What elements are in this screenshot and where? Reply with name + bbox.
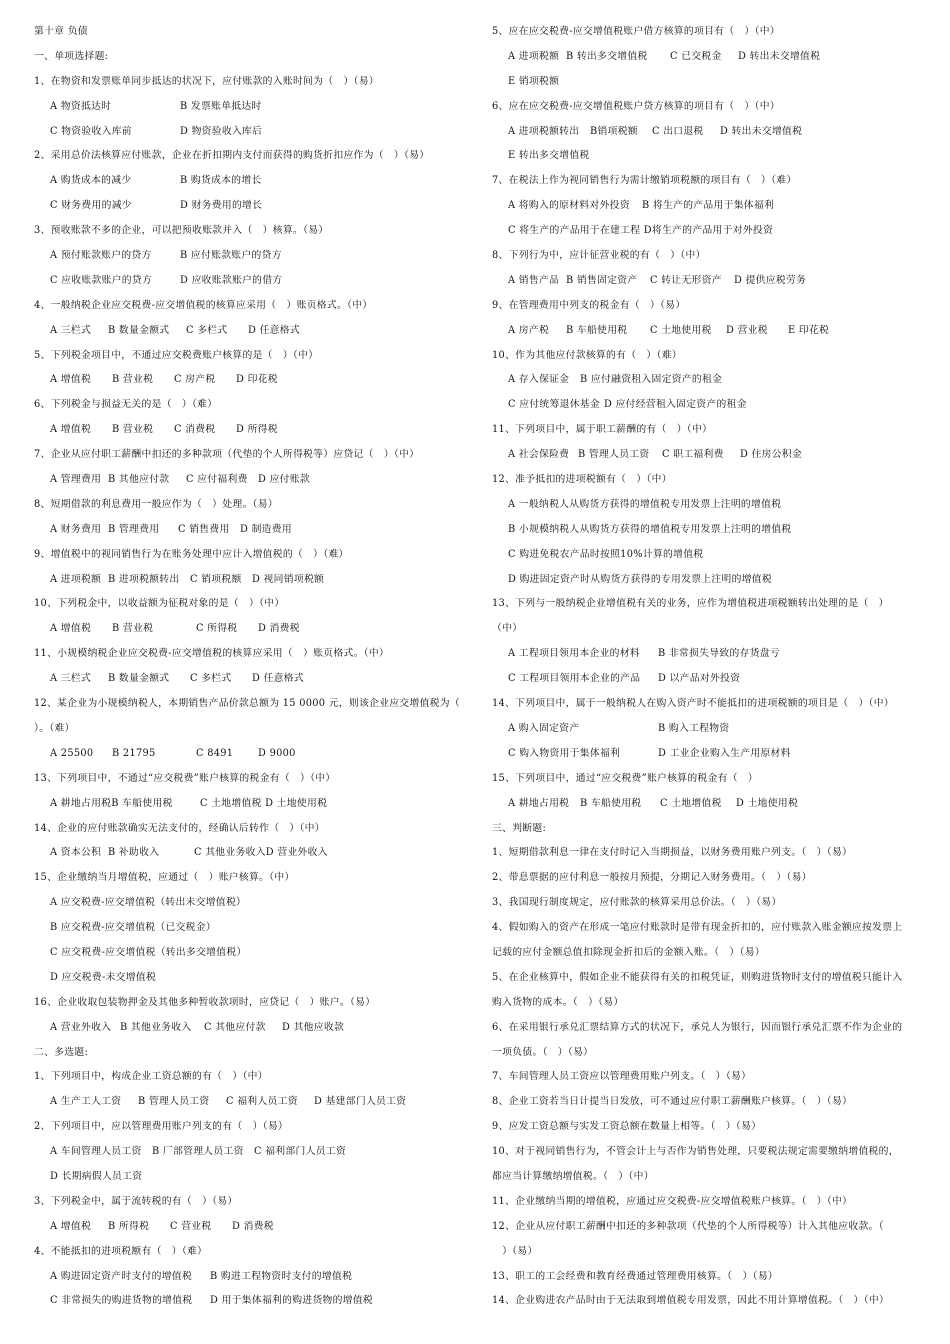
option-text: A 生产工人工资 [50, 1096, 122, 1108]
question-text: 14、企业的应付账款确实无法支付的，经确认后转作（ ）（中） [34, 822, 325, 834]
answer-options [492, 518, 924, 543]
question-text: 3、预收账款不多的企业，可以把预收账款并入（ ）核算。（易） [34, 225, 329, 237]
option-text: B 数量金额式 [108, 324, 170, 336]
answer-options [34, 518, 466, 543]
option-text: C 8491 [196, 747, 234, 759]
question-text: 12、某企业为小规模纳税人，本期销售产品价款总额为 15 0000 元，则该企业应交增值税为（ [34, 698, 460, 710]
question-text: 3、我国现行制度规定，应付账款的核算采用总价法。（ ）（易） [492, 897, 782, 909]
answer-options [492, 443, 924, 468]
option-text: A 房产税 [508, 324, 550, 336]
option-text: B 管理人员工资 [578, 449, 650, 461]
option-text: A 三栏式 [50, 324, 92, 336]
option-text: D 长期病假人员工资 [50, 1170, 143, 1182]
answer-options [492, 45, 924, 70]
question-text: 3、下列税金中，属于流转税的有（ ）（易） [34, 1195, 238, 1207]
question-text: 12、准予抵扣的进项税额有（ ）（中） [492, 474, 672, 486]
section-heading: 三、判断题: [492, 822, 547, 834]
answer-options [492, 319, 924, 344]
option-text: B 应交税费-应交增值税（已交税金） [50, 922, 216, 934]
question-text: 7、在税法上作为视同销售行为需计缴销项税额的项目有（ ）（难） [492, 175, 797, 187]
option-text: B 车船使用税 [580, 797, 642, 809]
answer-options [34, 95, 466, 120]
option-text: A 销售产品 [508, 274, 560, 286]
question-text: 6、在采用银行承兑汇票结算方式的状况下，承兑人为银行，因而银行承兑汇票不作为企业的 [492, 1021, 903, 1033]
option-text: A 增值税 [50, 424, 92, 436]
right-column [492, 20, 924, 1314]
option-text: B 应付账款账户的贷方 [180, 250, 282, 262]
option-text: A 购货成本的减少 [50, 175, 132, 187]
answer-options [34, 1215, 466, 1240]
section-heading: 二、多选题: [34, 1046, 89, 1058]
option-text: B 管理费用 [108, 523, 160, 535]
option-text: E 销项税额 [508, 75, 560, 87]
option-text: C 销项税额 [190, 573, 242, 585]
option-text: D 印花税 [236, 374, 278, 386]
option-text: D 任意格式 [252, 673, 304, 685]
option-text: B 21795 [112, 747, 156, 759]
option-text: A 将购入的原材料对外投资 [508, 200, 630, 212]
question-text: 5、下列税金项目中，不通过应交税费账户核算的是（ ）（中） [34, 349, 319, 361]
question-text: ）（易） [492, 1245, 538, 1257]
question-text: 13、下列项目中，不通过“应交税费”账户核算的税金有（ ）（中） [34, 772, 336, 784]
question-text: 16、企业收取包装物押金及其他多种暂收款项时，应贷记（ ）账户。（易） [34, 996, 376, 1008]
option-text: D 财务费用的增长 [180, 200, 263, 212]
option-text: C 销售费用 [178, 523, 230, 535]
answer-options [34, 368, 466, 393]
option-text: D 用于集体福利的购进货物的增值税 [210, 1295, 374, 1307]
question-text: ）。（难） [34, 722, 75, 734]
option-text: A 三栏式 [50, 673, 92, 685]
answer-options [492, 568, 924, 593]
answer-options [492, 543, 924, 568]
option-text: D 应交税费-未交增值税 [50, 971, 157, 983]
question-text: 7、企业从应付职工薪酬中扣还的多种款项（代垫的个人所得税等）应贷记（ ）（中） [34, 449, 420, 461]
answer-options [492, 667, 924, 692]
question-text: 2、带息票据的应付利息一般按月预提，分期记入财务费用。（ ）（易） [492, 872, 812, 884]
option-text: D 转出未交增值税 [720, 125, 803, 137]
option-text: A 工程项目领用本企业的材料 [508, 648, 640, 660]
question-text: 1、在物资和发票账单同步抵达的状况下，应付账款的入账时间为（ ）（易） [34, 75, 379, 87]
question-text: 8、短期借款的利息费用一般应作为（ ）处理。（易） [34, 498, 278, 510]
question-text: 8、下列行为中，应计征营业税的有（ ）（中） [492, 250, 706, 262]
question-text: 都应当计算缴纳增值税。（ ）（中） [492, 1170, 654, 1182]
option-text: A 资本公积 [50, 847, 102, 859]
answer-options [34, 841, 466, 866]
option-text: B 补助收入 [108, 847, 160, 859]
option-text: D 视同销项税额 [252, 573, 325, 585]
option-text: D 营业税 [726, 324, 768, 336]
option-text: C 物资验收入库前 [50, 125, 132, 137]
option-text: A 购进固定资产时支付的增值税 [50, 1270, 193, 1282]
option-text: C 应交税费-应交增值税（转出多交增值税） [50, 946, 247, 958]
option-text: A 车间管理人员工资 [50, 1146, 142, 1158]
option-text: C 土地增值税 D 土地使用税 [200, 797, 328, 809]
answer-options [34, 941, 466, 966]
answer-options [34, 792, 466, 817]
question-text: 7、车间管理人员工资应以管理费用账户列支。（ ）（易） [492, 1071, 752, 1083]
option-text: E 转出多交增值税 [508, 150, 590, 162]
answer-options [492, 219, 924, 244]
option-text: D 提供应税劳务 [734, 274, 807, 286]
option-text: A 购入固定资产 [508, 722, 580, 734]
option-text: C 转让无形资产 [650, 274, 722, 286]
answer-options [34, 1140, 466, 1165]
option-text: C 房产税 [174, 374, 216, 386]
option-text: B 管理人员工资 [138, 1096, 210, 1108]
option-text: A 耕地占用税 [508, 797, 570, 809]
question-text: 10、下列税金中，以收益额为征税对象的是（ ）（中） [34, 598, 285, 610]
answer-options [34, 169, 466, 194]
option-text: B 非常损失导致的存货盘亏 [658, 648, 780, 660]
option-text: A 25500 [50, 747, 94, 759]
answer-options [34, 319, 466, 344]
option-text: B 应付融资租入固定资产的租金 [580, 374, 723, 386]
option-text: D 土地使用税 [736, 797, 799, 809]
option-text: A 耕地占用税B 车船使用税 [50, 797, 173, 809]
option-text: B 购进工程物资时支付的增值税 [210, 1270, 353, 1282]
question-text: 6、下列税金与损益无关的是（ ）（难） [34, 399, 218, 411]
question-text: 11、小规模纳税企业应交税费-应交增值税的核算应采用（ ）账页格式。（中） [34, 648, 390, 660]
option-text: C 购进免税农产品时按照10%计算的增值税 [508, 548, 704, 560]
question-text: 1、短期借款利息一律在支付时记入当期损益，以财务费用账户列支。（ ）（易） [492, 847, 853, 859]
option-text: C 职工福利费 [662, 449, 724, 461]
option-text: D 所得税 [236, 424, 278, 436]
question-text: 1、下列项目中，构成企业工资总额的有（ ）（中） [34, 1071, 268, 1083]
option-text: C 财务费用的减少 [50, 200, 132, 212]
question-text: （中） [492, 623, 523, 635]
answer-options [34, 568, 466, 593]
answer-options [34, 1090, 466, 1115]
answer-options [34, 966, 466, 991]
option-text: B 其他应付款 [108, 474, 170, 486]
option-text: C 其他业务收入D 营业外收入 [194, 847, 328, 859]
option-text: D 应收账款账户的借方 [180, 274, 283, 286]
answer-options [492, 144, 924, 169]
option-text: C 出口退税 [652, 125, 704, 137]
option-text: B 将生产的产品用于集体福利 [642, 200, 775, 212]
option-text: C 营业税 [170, 1220, 212, 1232]
option-text: A 应交税费-应交增值税（转出未交增值税） [50, 897, 247, 909]
question-text: 10、对于视同销售行为，不管会计上与否作为销售处理，只要税法规定需要缴纳增值税的， [492, 1146, 899, 1158]
question-text: 9、增值税中的视同销售行为在账务处理中应计入增值税的（ ）（难） [34, 548, 349, 560]
option-text: D 转出未交增值税 [738, 50, 821, 62]
option-text: C 福利人员工资 [226, 1096, 298, 1108]
option-text: A 增值税 [50, 374, 92, 386]
answer-options [34, 742, 466, 767]
question-text: 9、在管理费用中列支的税金有（ ）（易） [492, 299, 686, 311]
answer-options [34, 418, 466, 443]
option-text: B 其他业务收入 [120, 1021, 192, 1033]
answer-options [492, 194, 924, 219]
answer-options [34, 891, 466, 916]
option-text: C 所得税 [196, 623, 238, 635]
option-text: D 应付账款 [258, 474, 310, 486]
option-text: D 其他应收款 [282, 1021, 345, 1033]
question-text: 2、下列项目中，应以管理费用账户列支的有（ ）（易） [34, 1121, 289, 1133]
answer-options [492, 792, 924, 817]
answer-options [34, 916, 466, 941]
question-text: 6、应在应交税费-应交增值税账户贷方核算的项目有（ ）（中） [492, 100, 780, 112]
answer-options [34, 1289, 466, 1314]
option-text: C 土地增值税 [660, 797, 722, 809]
option-text: D 任意格式 [248, 324, 300, 336]
option-text: B 厂部管理人员工资 [152, 1146, 244, 1158]
section-heading: 第十章 负债 [34, 26, 88, 37]
question-text: 4、一般纳税企业应交税费-应交增值税的核算应采用（ ）账页格式。（中） [34, 299, 373, 311]
question-text: 9、应发工资总额与实发工资总额在数量上相等。（ ）（易） [492, 1121, 762, 1133]
left-column [34, 20, 466, 1314]
option-text: B 所得税 [108, 1220, 150, 1232]
question-text: 2、采用总价法核算应付账款，企业在折扣期内支付而获得的购货折扣应作为（ ）（易） [34, 150, 430, 162]
option-text: B 营业税 [112, 424, 154, 436]
option-text: B 进项税额转出 [108, 573, 180, 585]
option-text: B 车船使用税 [566, 324, 628, 336]
option-text: A 营业外收入 [50, 1021, 112, 1033]
option-text: B 转出多交增值税 [566, 50, 648, 62]
option-text: C 土地使用税 [650, 324, 712, 336]
option-text: E 印花税 [788, 324, 830, 336]
option-text: C 工程项目领用本企业的产品 [508, 673, 641, 685]
option-text: A 物资抵达时 [50, 100, 112, 112]
option-text: A 预付账款账户的贷方 [50, 250, 152, 262]
question-text: 12、企业从应付职工薪酬中扣还的多种款项（代垫的个人所得税等）计入其他应收款。（ [492, 1220, 884, 1232]
option-text: C 应付福利费 [186, 474, 248, 486]
question-text: 13、下列与一般纳税企业增值税有关的业务，应作为增值税进项税额转出处理的是（ ） [492, 598, 889, 610]
option-text: C 应收账款账户的贷方 [50, 274, 153, 286]
option-text: D 消费税 [232, 1220, 274, 1232]
answer-options [492, 269, 924, 294]
option-text: B 销售固定资产 [566, 274, 638, 286]
answer-options [492, 717, 924, 742]
option-text: C 将生产的产品用于在建工程 D将生产的产品用于对外投资 [508, 225, 774, 237]
option-text: B销项税额 [590, 125, 638, 137]
answer-options [492, 493, 924, 518]
question-text: 15、下列项目中，通过“应交税费”账户核算的税金有（ ） [492, 772, 759, 784]
option-text: D 9000 [258, 747, 296, 759]
option-text: B 购货成本的增长 [180, 175, 262, 187]
question-text: 5、应在应交税费-应交增值税账户借方核算的项目有（ ）（中） [492, 26, 780, 37]
option-text: D 基建部门人员工资 [314, 1096, 407, 1108]
option-text: C 已交税金 [670, 50, 722, 62]
option-text: D 以产品对外投资 [658, 673, 741, 685]
option-text: A 进项税额转出 [508, 125, 580, 137]
option-text: D 制造费用 [240, 523, 292, 535]
option-text: A 管理费用 [50, 474, 102, 486]
question-text: 一项负债。（ ）（易） [492, 1046, 594, 1058]
answer-options [34, 1165, 466, 1190]
option-text: C 非常损失的购进货物的增值税 [50, 1295, 193, 1307]
option-text: C 多栏式 [186, 324, 228, 336]
option-text: C 其他应付款 [204, 1021, 266, 1033]
option-text: B 购入工程物资 [658, 722, 730, 734]
answer-options [34, 1265, 466, 1290]
answer-options [492, 120, 924, 145]
answer-options [34, 1016, 466, 1041]
option-text: A 增值税 [50, 623, 92, 635]
question-text: 13、职工的工会经费和教育经费通过管理费用核算。（ ）（易） [492, 1270, 778, 1282]
option-text: C 应付统筹退休基金 [508, 399, 600, 411]
option-text: A 增值税 [50, 1220, 92, 1232]
question-text: 11、企业缴纳当期的增值税，应通过应交税费-应交增值税账户核算。（ ）（中） [492, 1195, 853, 1207]
option-text: A 存入保证金 [508, 374, 570, 386]
question-text: 5、在企业核算中，假如企业不能获得有关的扣税凭证，则购进货物时支付的增值税只能计入 [492, 971, 903, 983]
answer-options [34, 120, 466, 145]
answer-options [34, 269, 466, 294]
answer-options [492, 70, 924, 95]
option-text: C 消费税 [174, 424, 216, 436]
question-text: 8、企业工资若当日计提当日发放，可不通过应付职工薪酬账户核算。（ ）（易） [492, 1096, 853, 1108]
question-text: 购入货物的成本。（ ）（易） [492, 996, 624, 1008]
question-text: 记载的应付金额总值扣除现金折扣后的金额入账。（ ）（易） [492, 946, 765, 958]
answer-options [34, 617, 466, 642]
option-text: A 一般纳税人从购货方获得的增值税专用发票上注明的增值税 [508, 498, 782, 510]
option-text: D 物资验收入库后 [180, 125, 263, 137]
question-text: 4、假如购入的资产在形成一笔应付账款时是带有现金折扣的，应付账款入账金额应按发票上 [492, 922, 903, 934]
option-text: B 营业税 [112, 623, 154, 635]
option-text: D 应付经营租入固定资产的租金 [604, 399, 747, 411]
answer-options [492, 742, 924, 767]
option-text: A 进项税额 [508, 50, 560, 62]
option-text: B 小规模纳税人从购货方获得的增值税专用发票上注明的增值税 [508, 523, 792, 535]
option-text: C 购入物资用于集体福利 [508, 747, 621, 759]
answer-options [492, 642, 924, 667]
answer-options [492, 393, 924, 418]
option-text: D 消费税 [258, 623, 300, 635]
answer-options [34, 194, 466, 219]
answer-options [34, 244, 466, 269]
question-text: 14、下列项目中，属于一般纳税人在购入资产时不能抵扣的进项税额的项目是（ ）（中） [492, 698, 894, 710]
option-text: C 多栏式 [190, 673, 232, 685]
option-text: D 购进固定资产时从购货方获得的专用发票上注明的增值税 [508, 573, 772, 585]
question-text: 10、作为其他应付款核算的有（ ）（难） [492, 349, 682, 361]
question-text: 15、企业缴纳当月增值税，应通过（ ）账户核算。（中） [34, 872, 295, 884]
option-text: B 营业税 [112, 374, 154, 386]
question-text: 4、不能抵扣的进项税额有（ ）（难） [34, 1245, 208, 1257]
option-text: C 福利部门人员工资 [254, 1146, 346, 1158]
section-heading: 一、单项选择题: [34, 50, 109, 62]
option-text: A 社会保险费 [508, 449, 570, 461]
answer-options [492, 368, 924, 393]
option-text: B 数量金额式 [108, 673, 170, 685]
option-text: D 住房公积金 [740, 449, 803, 461]
option-text: B 发票账单抵达时 [180, 100, 262, 112]
question-text: 11、下列项目中，属于职工薪酬的有（ ）（中） [492, 424, 713, 436]
option-text: D 工业企业购入生产用原材料 [658, 747, 791, 759]
answer-options [34, 468, 466, 493]
option-text: A 财务费用 [50, 523, 102, 535]
question-text: 14、企业购进农产品时由于无法取到增值税专用发票，因此不用计算增值税。（ ）（中） [492, 1295, 890, 1307]
option-text: A 进项税额 [50, 573, 102, 585]
answer-options [34, 667, 466, 692]
